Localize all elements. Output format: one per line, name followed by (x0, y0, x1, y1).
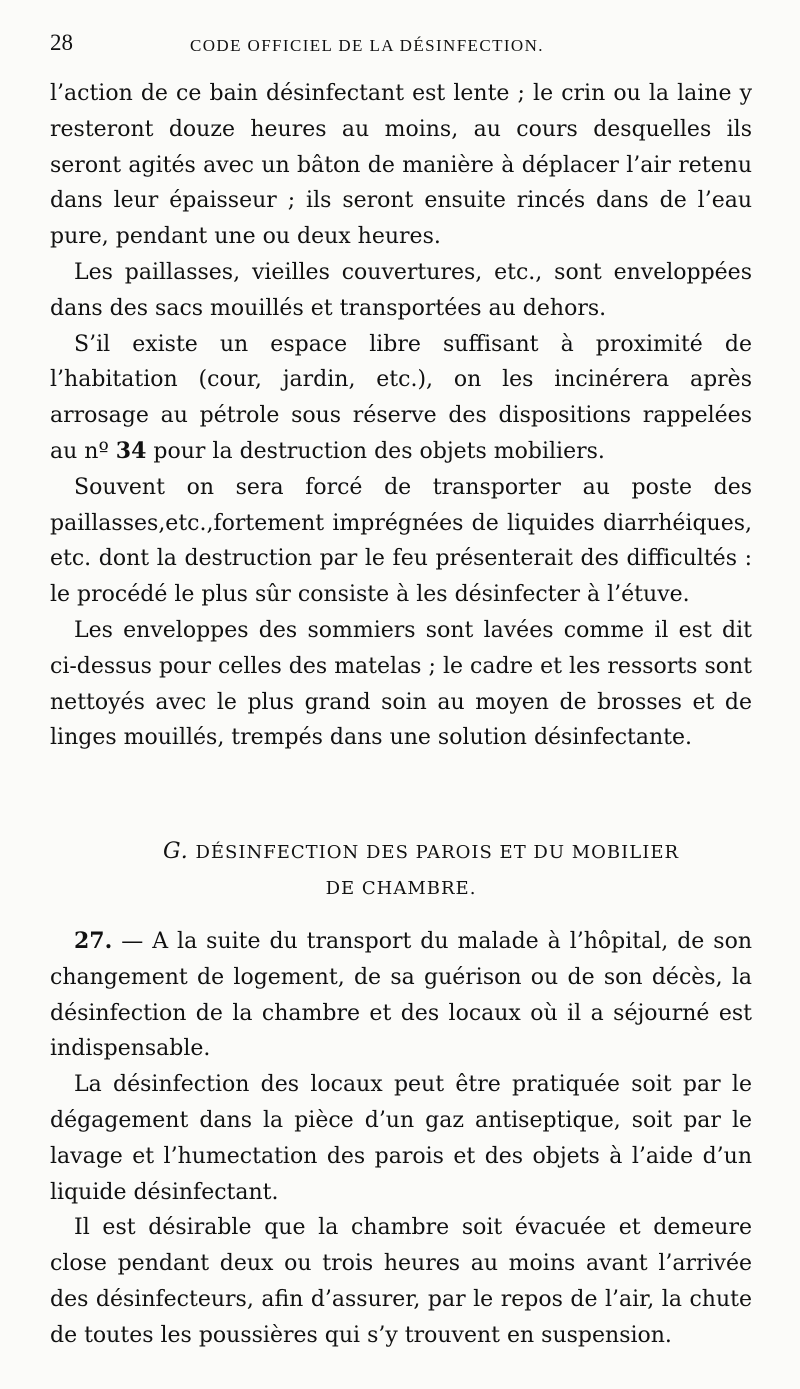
running-title: CODE OFFICIEL DE LA DÉSINFECTION. (190, 36, 544, 55)
paragraph-paillasses: Les paillasses, vieilles couvertures, etc., sont enveloppées dans des sacs mouillés et transportées au dehors. (50, 259, 752, 321)
incineration-text: S’il existe un espace libre suffisant à proximité de l’habitation (cour, jardin, etc.), on les incinérera après arrosage au pétrole sous réserve des dispositions rappelées au nº (50, 331, 752, 464)
incineration-text-end: pour la destruction des objets mobiliers. (153, 438, 605, 464)
article-dash: — (112, 929, 153, 954)
body-text-top (50, 76, 752, 756)
body-text-bottom (50, 924, 752, 1354)
paragraph-locaux: La désinfection des locaux peut être pratiquée soit par le dégagement dans la pièce d’un gaz antiseptique, soit par le lavage et l’humectation des parois et des objets à l’aide d’un liquide désinfectant. (50, 1072, 752, 1205)
section-title-line1: DÉSINFECTION DES PAROIS ET DU MOBILIER (195, 842, 680, 863)
article-number: 27. (74, 928, 113, 954)
running-head (50, 30, 750, 64)
reference-number: 34 (115, 437, 147, 464)
section-heading (50, 834, 752, 907)
article-27 (50, 924, 752, 1067)
paragraph-transport: Souvent on sera forcé de transporter au poste des paillasses,etc.,fortement imprégnées de liquides diarrhéiques, etc. dont la destruction par le feu présenterait des difficultés : le procédé le plus sûr consiste à les désinfecter à l’étuve. (50, 474, 752, 608)
page-number: 28 (50, 30, 73, 55)
section-title-line2: DE CHAMBRE. (325, 878, 477, 899)
paragraph-continuation: l’action de ce bain désinfectant est lente ; le crin ou la laine y resteront douze heures au moins, au cours desquelles ils seront agités avec un bâton de manière à déplacer l’air retenu dans leur épaisseur ; ils seront ensuite rincés dans de l’eau pure, pendant une ou deux heures. (50, 81, 752, 250)
article-text: A la suite du transport du malade à l’hôpital, de son changement de logement, de sa guérison ou de son décès, la désinfection de la chambre et des locaux où il a séjourné est indispensable. (50, 929, 752, 1062)
paragraph-sommiers: Les enveloppes des sommiers sont lavées comme il est dit ci-dessus pour celles des matelas ; le cadre et les ressorts sont nettoyés avec le plus grand soin au moyen de brosses et de linges mouillés, trempés dans une solution désinfectante. (50, 617, 752, 751)
section-label: G. (162, 839, 189, 864)
paragraph-incineration (50, 327, 752, 470)
paragraph-chambre: Il est désirable que la chambre soit évacuée et demeure close pendant deux ou trois heures au moins avant l’arrivée des désinfecteurs, afin d’assurer, par le repos de l’air, la chute de toutes les poussières qui s’y trouvent en suspension. (50, 1215, 752, 1348)
section-heading-line1 (50, 834, 752, 871)
